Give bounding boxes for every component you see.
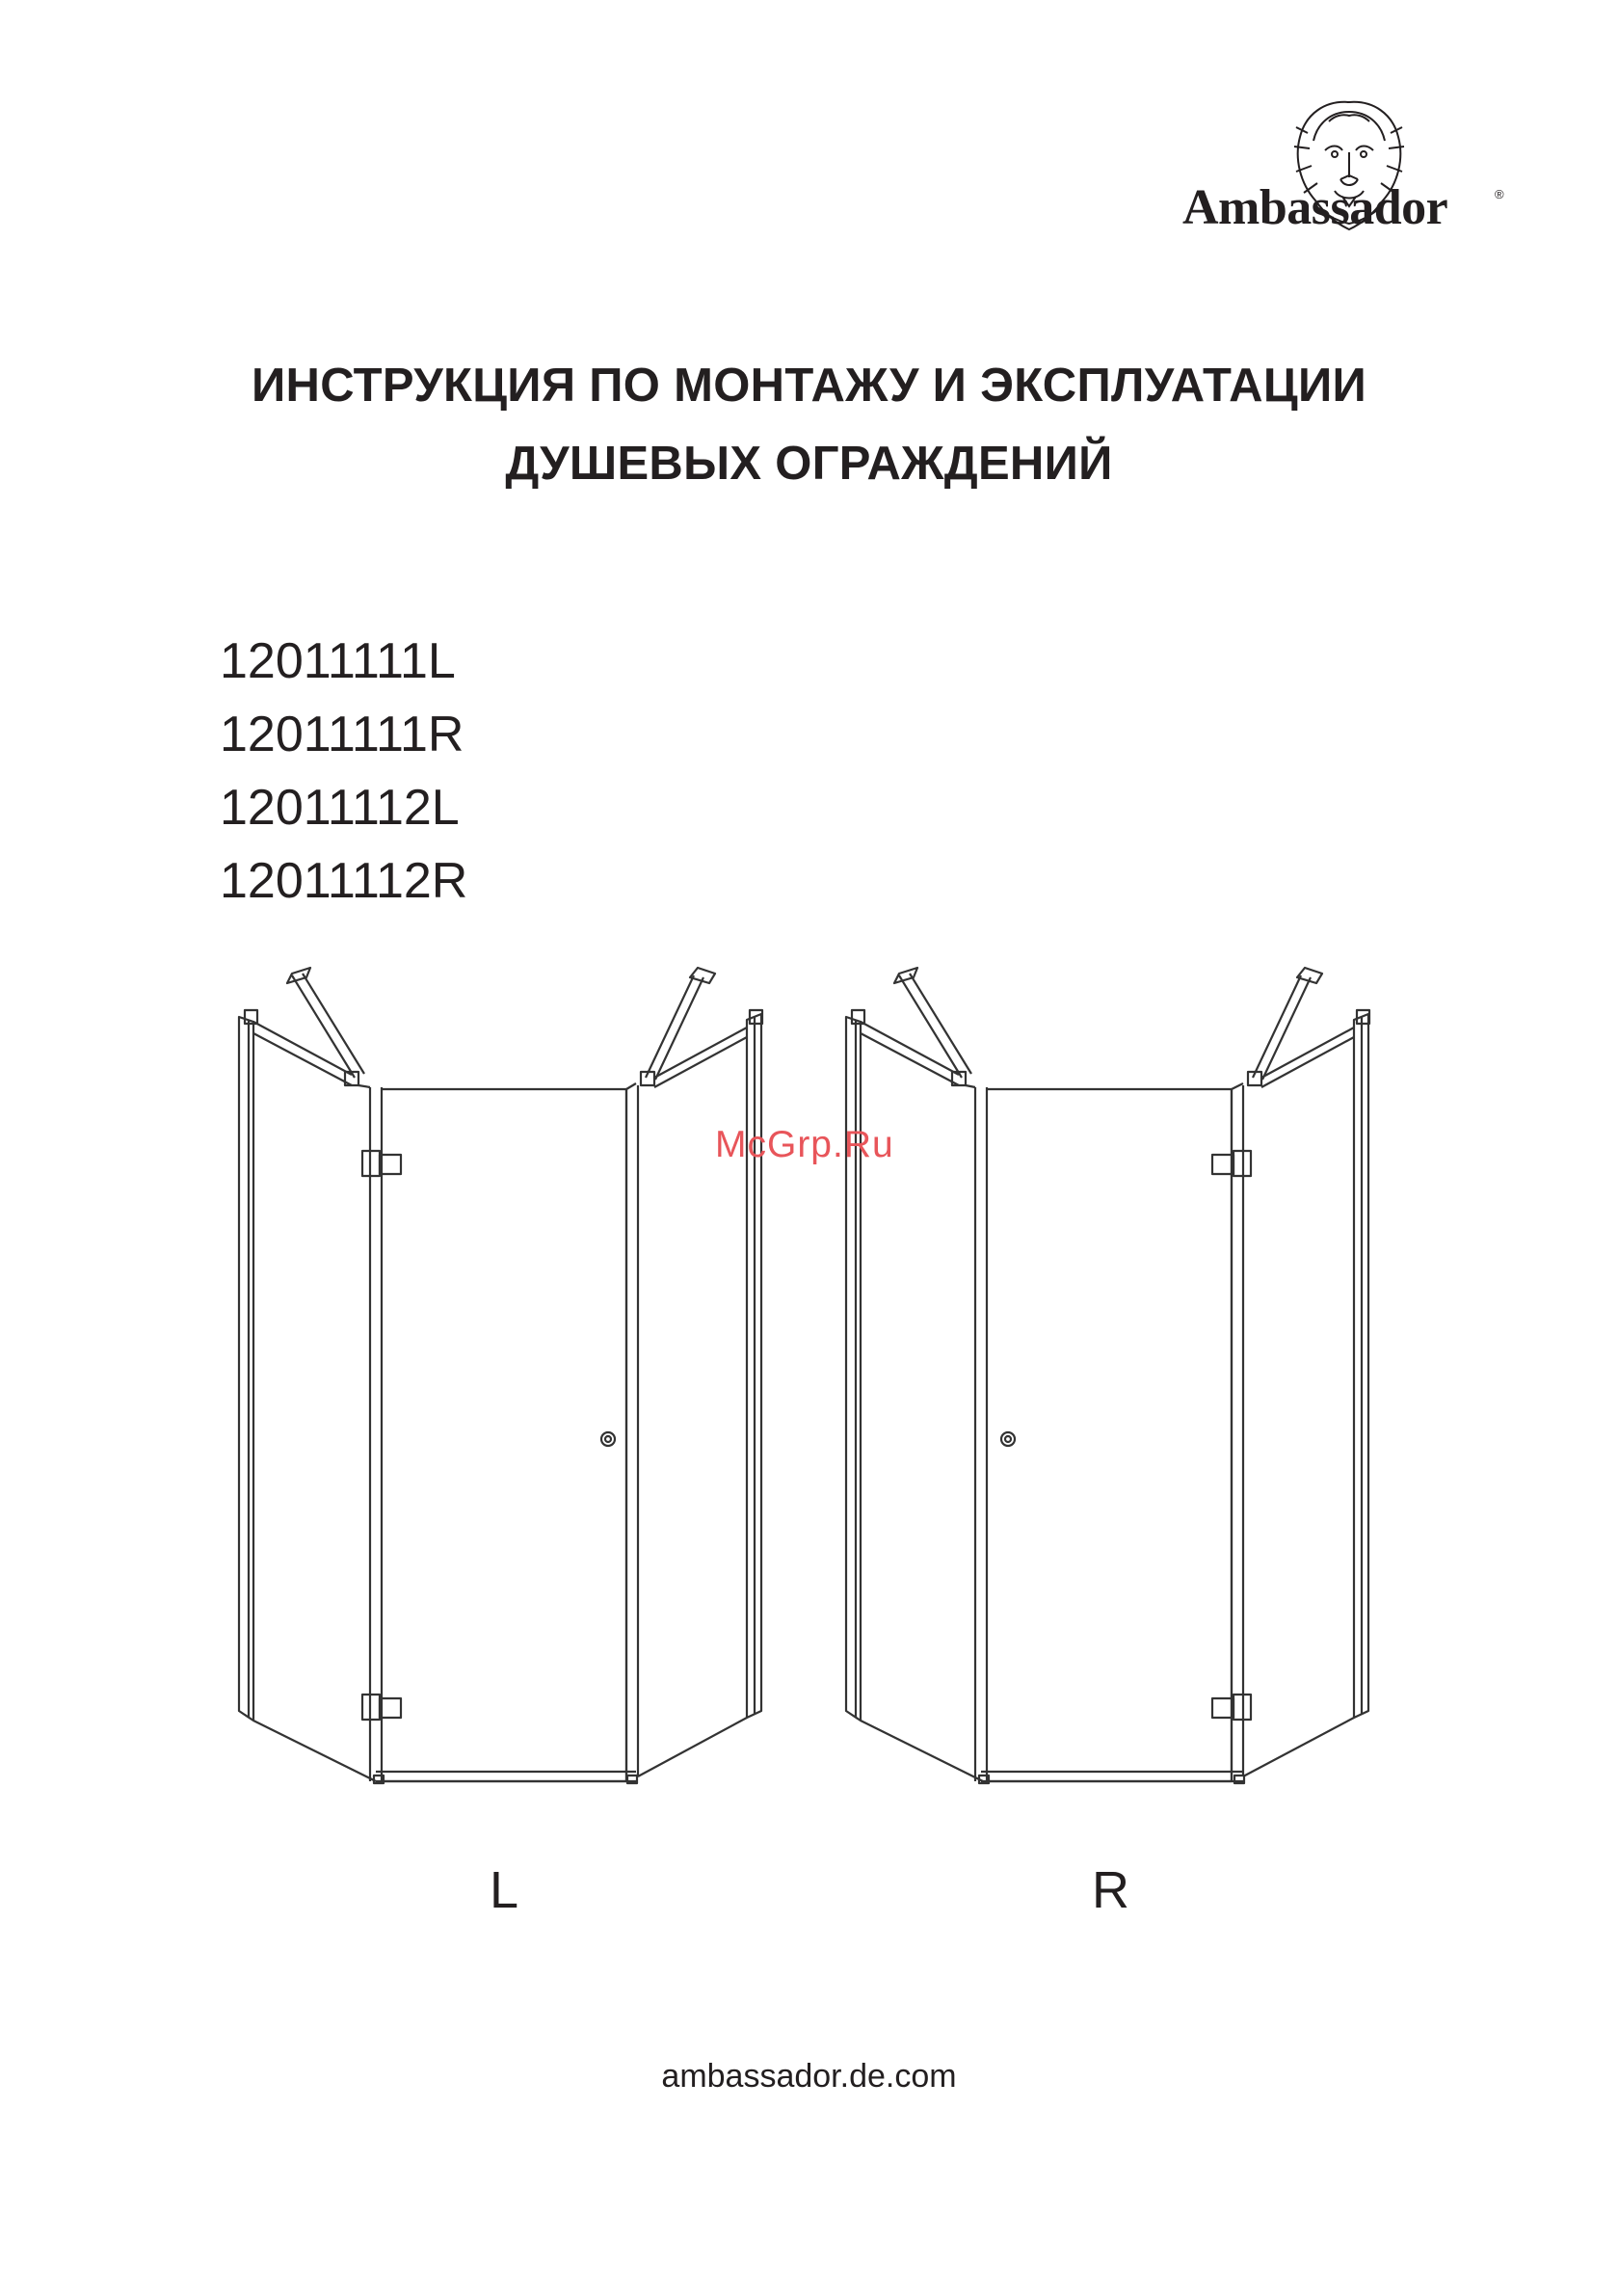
model-number: 12011111L <box>220 633 456 689</box>
model-number: 12011112R <box>220 853 468 909</box>
model-number: 12011112L <box>220 780 460 836</box>
document-title-line-1: ИНСТРУКЦИЯ ПО МОНТАЖУ И ЭКСПЛУАТАЦИИ <box>251 360 1366 412</box>
shower-enclosure-drawings <box>0 964 1618 1831</box>
variant-label-right: R <box>1092 1861 1129 1919</box>
model-list <box>220 625 467 918</box>
model-number: 12011111R <box>220 707 464 762</box>
enclosure-drawing-right <box>846 968 1369 1783</box>
enclosure-drawing-left <box>239 968 762 1783</box>
document-title-line-2: ДУШЕВЫХ ОГРАЖДЕНИЙ <box>505 438 1113 490</box>
variant-label-left: L <box>490 1861 519 1919</box>
watermark: McGrp.Ru <box>715 1124 894 1165</box>
website-link[interactable]: ambassador.de.com <box>661 2058 957 2095</box>
brand-name: Ambassador <box>1182 180 1448 235</box>
registered-mark: ® <box>1495 187 1504 201</box>
brand-logo <box>1180 94 1508 249</box>
